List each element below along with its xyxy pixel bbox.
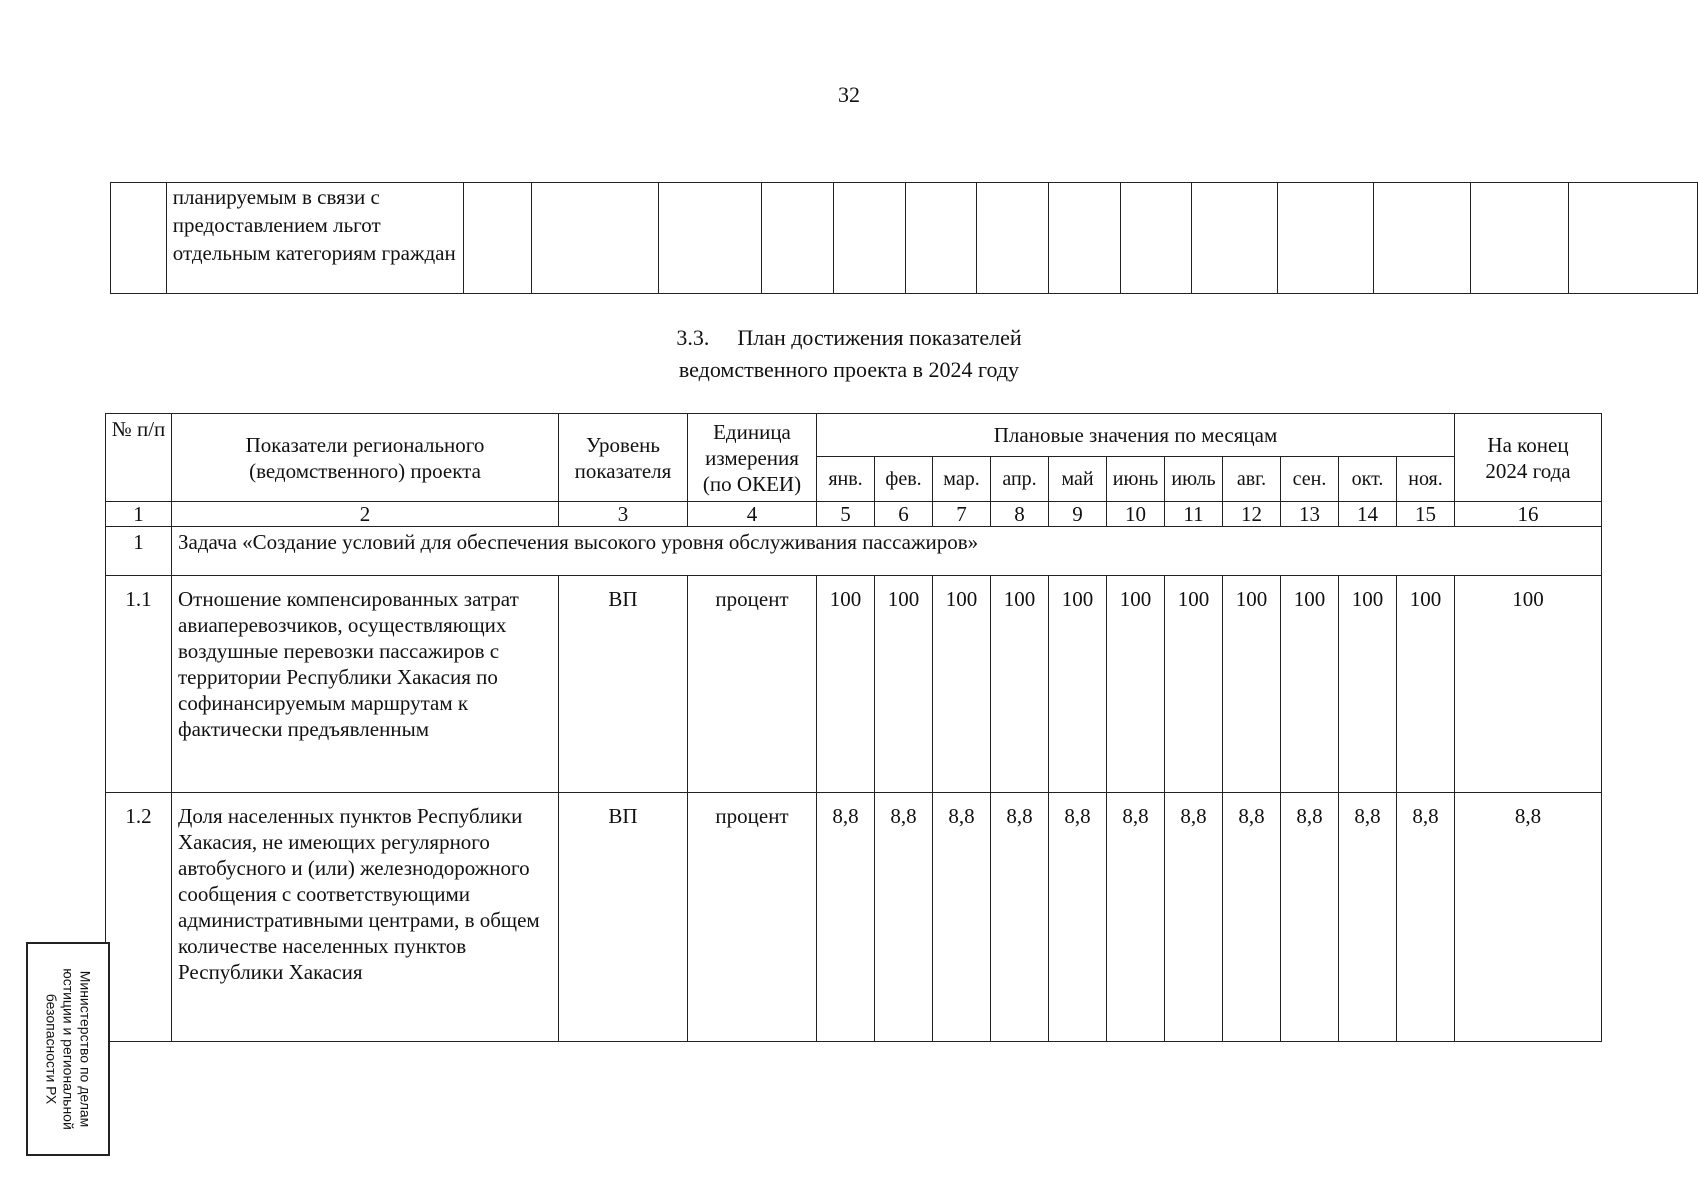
month-header: янв. <box>817 457 875 502</box>
month-value: 100 <box>991 576 1049 793</box>
column-number: 8 <box>991 502 1049 527</box>
month-header: апр. <box>991 457 1049 502</box>
month-value: 8,8 <box>1049 793 1107 1042</box>
column-number: 15 <box>1397 502 1455 527</box>
month-header: фев. <box>875 457 933 502</box>
month-value: 100 <box>817 576 875 793</box>
month-header: сен. <box>1281 457 1339 502</box>
section-title-line2: ведомственного проекта в 2024 году <box>678 357 1020 382</box>
row-level: ВП <box>559 576 688 793</box>
column-number: 11 <box>1165 502 1223 527</box>
column-number-row <box>106 502 1602 527</box>
row-end-value: 100 <box>1455 576 1602 793</box>
task-row <box>106 527 1602 576</box>
header-num: № п/п <box>106 414 172 502</box>
month-value: 8,8 <box>875 793 933 1042</box>
column-number: 12 <box>1223 502 1281 527</box>
row-indicator-name: Доля населенных пунктов Республики Хакасия, не имеющих регулярного автобусного и (или) железнодорожного сообщения с соответствующими административными центрами, в общем количестве населенных пунктов Республики Хакасия <box>172 793 559 1042</box>
column-number: 7 <box>933 502 991 527</box>
month-value: 8,8 <box>1107 793 1165 1042</box>
month-value: 100 <box>1397 576 1455 793</box>
section-number: 3.3. <box>676 325 710 350</box>
task-num: 1 <box>106 527 172 576</box>
month-header: ноя. <box>1397 457 1455 502</box>
header-level: Уровень показателя <box>559 414 688 502</box>
row-num: 1.2 <box>106 793 172 1042</box>
month-value: 8,8 <box>991 793 1049 1042</box>
column-number: 2 <box>172 502 559 527</box>
row-end-value: 8,8 <box>1455 793 1602 1042</box>
section-heading <box>0 322 1698 386</box>
table-row <box>106 576 1602 793</box>
column-number: 9 <box>1049 502 1107 527</box>
row-num: 1.1 <box>106 576 172 793</box>
table-row <box>106 793 1602 1042</box>
column-number: 5 <box>817 502 875 527</box>
month-header: авг. <box>1223 457 1281 502</box>
header-unit: Единица измерения (по ОКЕИ) <box>688 414 817 502</box>
month-header: мар. <box>933 457 991 502</box>
month-value: 8,8 <box>1339 793 1397 1042</box>
task-text: Задача «Создание условий для обеспечения высокого уровня обслуживания пассажиров» <box>172 527 1602 576</box>
column-number: 6 <box>875 502 933 527</box>
section-title-line1: План достижения показателей <box>737 325 1022 350</box>
continuation-table <box>110 182 1698 294</box>
column-number: 10 <box>1107 502 1165 527</box>
header-end: На конец 2024 года <box>1455 414 1602 502</box>
continuation-text: планируемым в связи с предоставлением льгот отдельным категориям граждан <box>166 183 463 294</box>
month-header: июнь <box>1107 457 1165 502</box>
month-value: 100 <box>1339 576 1397 793</box>
page-number: 32 <box>838 82 860 107</box>
column-number: 14 <box>1339 502 1397 527</box>
month-header: май <box>1049 457 1107 502</box>
month-value: 100 <box>933 576 991 793</box>
month-value: 8,8 <box>1397 793 1455 1042</box>
month-value: 8,8 <box>933 793 991 1042</box>
column-number: 3 <box>559 502 688 527</box>
month-value: 100 <box>1049 576 1107 793</box>
month-header: окт. <box>1339 457 1397 502</box>
month-value: 100 <box>875 576 933 793</box>
month-value: 100 <box>1165 576 1223 793</box>
month-value: 8,8 <box>817 793 875 1042</box>
month-value: 8,8 <box>1223 793 1281 1042</box>
continuation-row <box>111 183 1698 294</box>
column-number: 13 <box>1281 502 1339 527</box>
section-heading-line1 <box>0 322 1698 354</box>
row-indicator-name: Отношение компенсированных затрат авиаперевозчиков, осуществляющих воздушные перевозки пассажиров с территории Республики Хакасия по софинансируемым маршрутам к фактически предъявленным <box>172 576 559 793</box>
header-row <box>106 414 1602 457</box>
column-number: 16 <box>1455 502 1602 527</box>
indicators-table <box>105 413 1602 1042</box>
row-unit: процент <box>688 793 817 1042</box>
month-value: 100 <box>1107 576 1165 793</box>
row-level: ВП <box>559 793 688 1042</box>
stamp-text: Министерство по делам юстиции и региональной безопасности РХ <box>43 968 94 1130</box>
header-monthly: Плановые значения по месяцам <box>817 414 1455 457</box>
month-header: июль <box>1165 457 1223 502</box>
month-value: 8,8 <box>1165 793 1223 1042</box>
column-number: 1 <box>106 502 172 527</box>
column-number: 4 <box>688 502 817 527</box>
row-unit: процент <box>688 576 817 793</box>
month-value: 100 <box>1223 576 1281 793</box>
header-indicator: Показатели регионального (ведомственного) проекта <box>172 414 559 502</box>
month-value: 100 <box>1281 576 1339 793</box>
month-value: 8,8 <box>1281 793 1339 1042</box>
ministry-stamp <box>26 942 110 1156</box>
